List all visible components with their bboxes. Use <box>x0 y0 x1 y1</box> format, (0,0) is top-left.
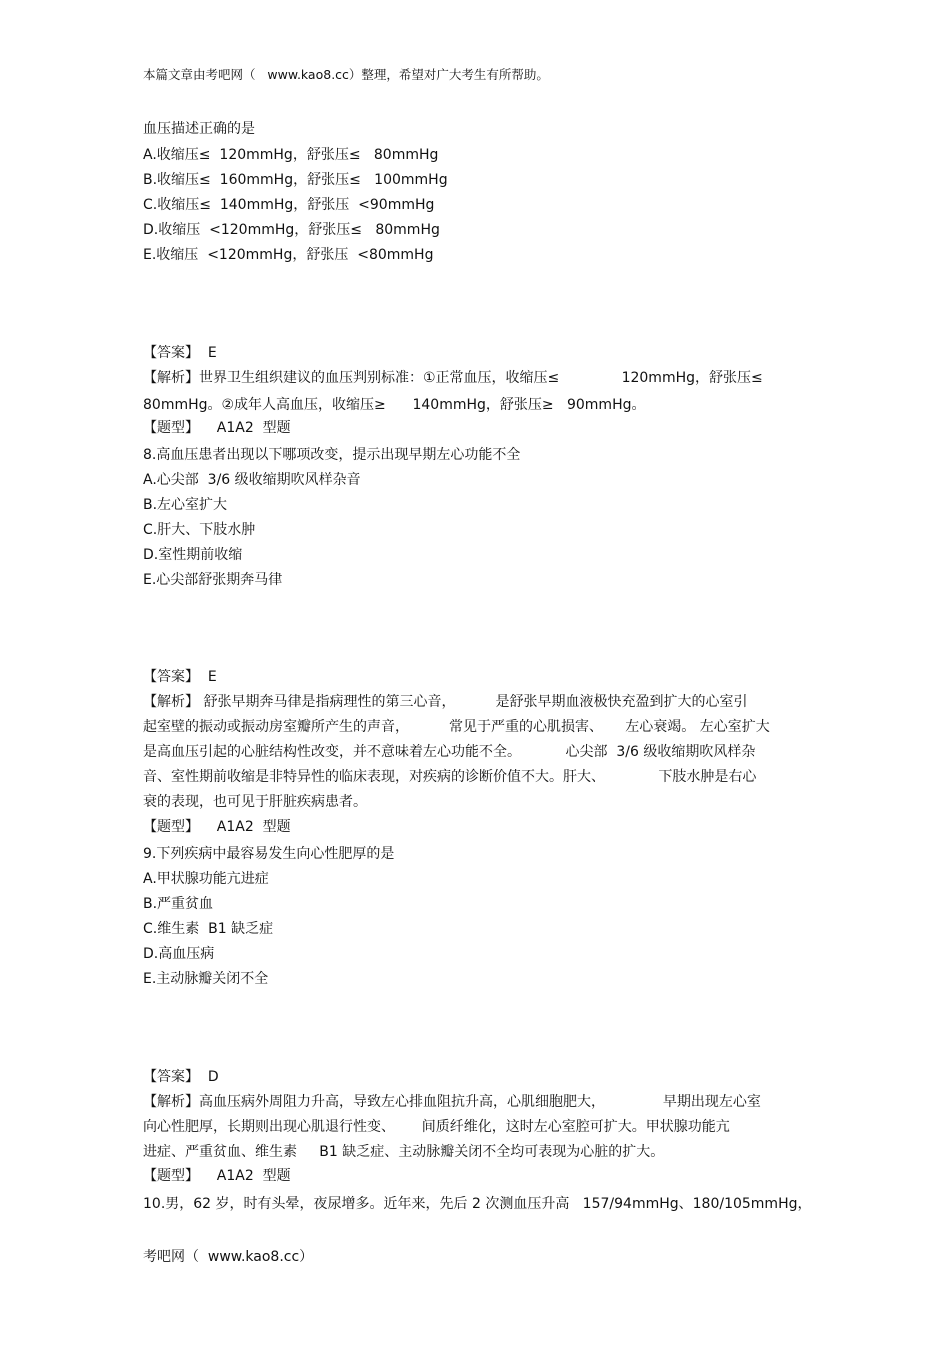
answer-line: 【答案】 D <box>143 1069 219 1085</box>
analysis-line: 进症、严重贫血、维生素 B1 缺乏症、主动脉瓣关闭不全均可表现为心脏的扩大。 <box>143 1144 665 1160</box>
answer-line: 【答案】 E <box>143 345 217 361</box>
question-stem: 血压描述正确的是 <box>143 121 255 137</box>
question-stem: 8.高血压患者出现以下哪项改变，提示出现早期左心功能不全 <box>143 447 521 463</box>
analysis-line: 音、室性期前收缩是非特异性的临床表现，对疾病的诊断价值不大。肝大、 下肢水肿是右心 <box>143 769 757 785</box>
question-type: 【题型】 A1A2 型题 <box>143 819 291 835</box>
option-c: C.维生素 B1 缺乏症 <box>143 921 274 937</box>
analysis-line: 衰的表现，也可见于肝脏疾病患者。 <box>143 794 367 810</box>
question-type: 【题型】 A1A2 型题 <box>143 1168 291 1184</box>
analysis-line: 【解析】高血压病外周阻力升高，导致左心排血阻抗升高，心肌细胞肥大， 早期出现左心室 <box>143 1094 761 1110</box>
option-d: D.室性期前收缩 <box>143 547 243 563</box>
option-e: E.收缩压 <120mmHg，舒张压 <80mmHg <box>143 247 434 263</box>
analysis-line: 【解析】 舒张早期奔马律是指病理性的第三心音， 是舒张早期血液极快充盈到扩大的心室引 <box>143 694 748 710</box>
option-e: E.心尖部舒张期奔马律 <box>143 572 283 588</box>
analysis-line: 是高血压引起的心脏结构性改变，并不意味着左心功能不全。 心尖部 3/6 级收缩期吹风样杂 <box>143 744 756 760</box>
option-b: B.严重贫血 <box>143 896 214 912</box>
option-c: C.肝大、下肢水肿 <box>143 522 256 538</box>
analysis-line: 向心性肥厚，长期则出现心肌退行性变、 间质纤维化，这时左心室腔可扩大。甲状腺功能亢 <box>143 1119 730 1135</box>
question-type: 【题型】 A1A2 型题 <box>143 420 291 436</box>
option-a: A.甲状腺功能亢进症 <box>143 871 269 887</box>
analysis-line: 起室壁的振动或振动房室瓣所产生的声音， 常见于严重的心肌损害、 左心衰竭。 左心室扩大 <box>143 719 770 735</box>
option-d: D.高血压病 <box>143 946 215 962</box>
option-e: E.主动脉瓣关闭不全 <box>143 971 269 987</box>
question-stem: 9.下列疾病中最容易发生向心性肥厚的是 <box>143 846 395 862</box>
option-a: A.心尖部 3/6 级收缩期吹风样杂音 <box>143 472 361 488</box>
question-stem: 10.男，62 岁，时有头晕，夜尿增多。近年来，先后 2 次测血压升高 157/94mmHg、180/105mmHg， <box>143 1196 812 1212</box>
page-footer: 考吧网（ www.kao8.cc） <box>143 1249 314 1265</box>
page-header: 本篇文章由考吧网（ www.kao8.cc）整理，希望对广大考生有所帮助。 <box>143 67 549 82</box>
analysis-line: 80mmHg。②成年人高血压，收缩压≥ 140mmHg，舒张压≥ 90mmHg。 <box>143 397 646 413</box>
analysis-line: 【解析】世界卫生组织建议的血压判别标准：①正常血压，收缩压≤ 120mmHg，舒张压≤ <box>143 370 763 386</box>
option-b: B.收缩压≤ 160mmHg，舒张压≤ 100mmHg <box>143 172 448 188</box>
option-b: B.左心室扩大 <box>143 497 228 513</box>
option-c: C.收缩压≤ 140mmHg，舒张压 <90mmHg <box>143 197 435 213</box>
option-d: D.收缩压 <120mmHg，舒张压≤ 80mmHg <box>143 222 440 238</box>
option-a: A.收缩压≤ 120mmHg，舒张压≤ 80mmHg <box>143 147 439 163</box>
answer-line: 【答案】 E <box>143 669 217 685</box>
